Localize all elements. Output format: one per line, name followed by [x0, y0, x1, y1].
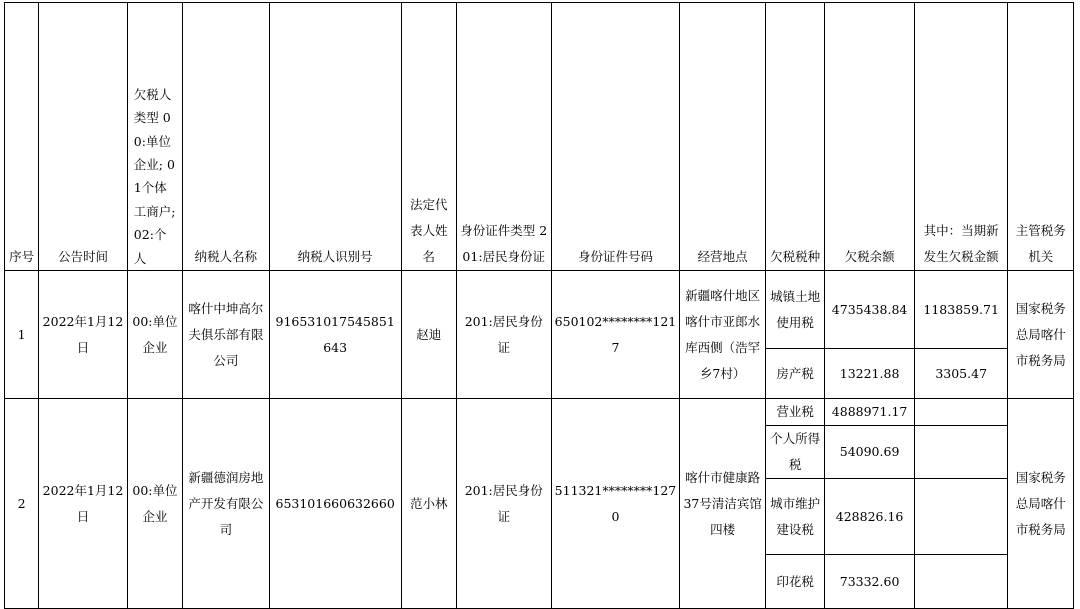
tax-kind-cell: 个人所得税 [765, 426, 824, 479]
tax-balance-cell: 4735438.84 [825, 271, 915, 349]
header-authority: 主管税务机关 [1008, 3, 1074, 271]
row-authority: 国家税务总局喀什市税务局 [1008, 271, 1074, 399]
tax-new-cell [914, 555, 1008, 609]
tax-balance-cell: 428826.16 [825, 479, 915, 555]
row-id-type: 201:居民身份证 [456, 271, 551, 399]
row-name: 喀什中坤高尔夫俱乐部有限公司 [183, 271, 270, 399]
header-tax-kind: 欠税税种 [765, 3, 824, 271]
tax-kind-cell: 营业税 [765, 399, 824, 426]
table-row [5, 271, 1074, 349]
row-tax-id: 653101660632660 [269, 399, 401, 609]
row-legal-rep: 范小林 [401, 399, 456, 609]
row-name: 新疆德润房地产开发有限公司 [183, 399, 270, 609]
row-tax-id: 916531017545851643 [269, 271, 401, 399]
table-row [5, 399, 1074, 426]
tax-balance-cell: 4888971.17 [825, 399, 915, 426]
row-seq: 2 [5, 399, 39, 609]
header-address: 经营地点 [680, 3, 766, 271]
tax-balance-cell: 13221.88 [825, 349, 915, 399]
tax-kind-cell: 城镇土地使用税 [765, 271, 824, 349]
row-id-no: 511321********1270 [551, 399, 680, 609]
row-address: 新疆喀什地区喀什市亚郎水库西侧（浩罕乡7村） [680, 271, 766, 399]
row-taxpayer-type: 00:单位企业 [127, 271, 182, 399]
row-legal-rep: 赵迪 [401, 271, 456, 399]
header-balance: 欠税余额 [825, 3, 915, 271]
header-name: 纳税人名称 [183, 3, 270, 271]
tax-balance-cell: 54090.69 [825, 426, 915, 479]
tax-new-cell: 3305.47 [914, 349, 1008, 399]
header-legal-rep: 法定代表人姓名 [401, 3, 456, 271]
row-date: 2022年1月12日 [39, 271, 128, 399]
tax-kind-cell: 城市维护建设税 [765, 479, 824, 555]
row-id-no: 650102********1217 [551, 271, 680, 399]
tax-new-cell [914, 426, 1008, 479]
header-row [5, 3, 1074, 271]
row-id-type: 201:居民身份证 [456, 399, 551, 609]
tax-new-cell [914, 479, 1008, 555]
row-seq: 1 [5, 271, 39, 399]
row-authority: 国家税务总局喀什市税务局 [1008, 399, 1074, 609]
header-new-arrears: 其中：当期新发生欠税金额 [914, 3, 1008, 271]
header-date: 公告时间 [39, 3, 128, 271]
header-tax-id: 纳税人识别号 [269, 3, 401, 271]
tax-arrears-table [4, 2, 1074, 609]
header-id-type: 身份证件类型 201:居民身份证 [456, 3, 551, 271]
row-taxpayer-type: 00:单位企业 [127, 399, 182, 609]
tax-new-cell: 1183859.71 [914, 271, 1008, 349]
tax-kind-cell: 印花税 [765, 555, 824, 609]
tax-balance-cell: 73332.60 [825, 555, 915, 609]
header-id-no: 身份证件号码 [551, 3, 680, 271]
row-address: 喀什市健康路37号清洁宾馆四楼 [680, 399, 766, 609]
tax-new-cell [914, 399, 1008, 426]
tax-kind-cell: 房产税 [765, 349, 824, 399]
row-date: 2022年1月12日 [39, 399, 128, 609]
header-taxpayer-type: 欠税人类型 00:单位企业; 01个体工商户; 02:个人 [127, 3, 182, 271]
header-seq: 序号 [5, 3, 39, 271]
